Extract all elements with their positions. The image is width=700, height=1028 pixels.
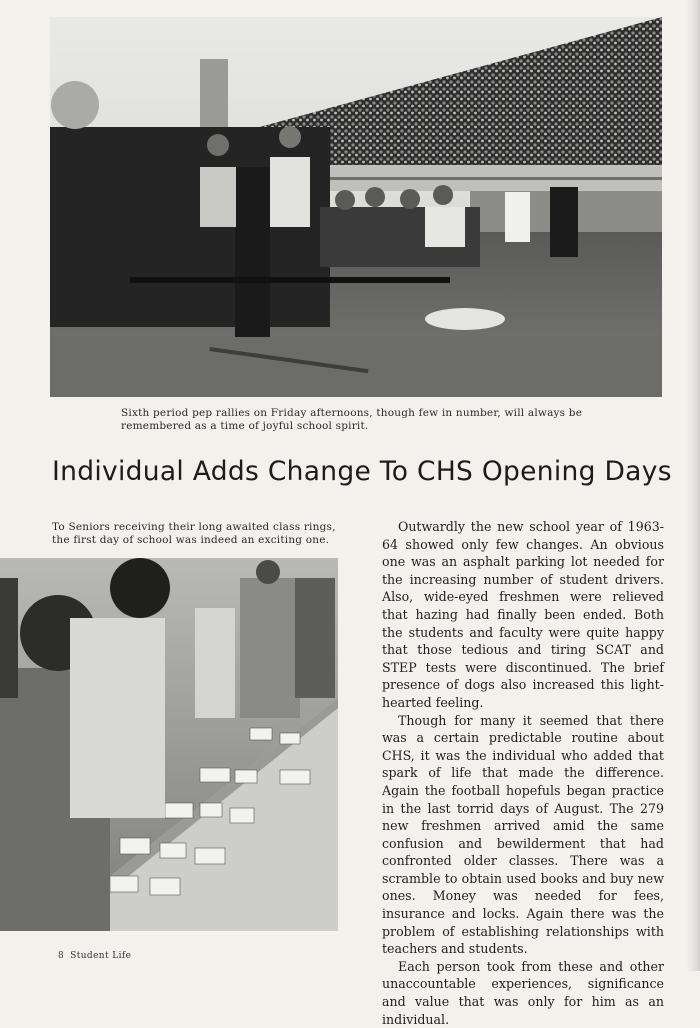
article-headline: Individual Adds Change To CHS Opening Days [52, 456, 672, 487]
article-body [382, 518, 664, 1028]
top-photo-caption: Sixth period pep rallies on Friday afternoons, though few in number, will always be remembered as a time of joyful school spirit. [121, 407, 583, 432]
bottom-photo-caption: To Seniors receiving their long awaited class rings, the first day of school was indeed an exciting one. [52, 521, 336, 546]
page-number: 8 [58, 951, 65, 961]
article-paragraph: Outwardly the new school year of 1963-64 showed only few changes. An obvious one was an asphalt parking lot needed for the increasing number of student drivers. Also, wide-eyed freshmen were relieved that hazing had finally been ended. Both the students and faculty were quite happy that those tedious and tiring SCAT and STEP tests were discontinued. The brief presence of dogs also increased this light-hearted feeling. [382, 519, 664, 710]
pep-rally-illustration [50, 17, 662, 397]
page-edge-shadow [686, 0, 700, 971]
class-ring-illustration [0, 558, 338, 931]
section-name: Student Life [70, 951, 132, 961]
page-footer [58, 951, 131, 961]
article-paragraph: Each person took from these and other unaccountable experiences, significance and value that was only for him as an individual. [382, 958, 664, 1027]
class-ring-photo [0, 558, 338, 931]
pep-rally-photo [50, 17, 662, 397]
article-paragraph: Though for many it seemed that there was a certain predictable routine about CHS, it was the individual who added that spark of life that made the difference. Again the football hopefuls began practice in the last torrid days of August. The 279 new freshmen arrived amid the same confusion and bewilderment that had confronted older classes. There was a scramble to obtain used books and buy new ones. Money was needed for fees, insurance and locks. Again there was the problem of establishing relationships with teachers and students. [382, 712, 664, 957]
